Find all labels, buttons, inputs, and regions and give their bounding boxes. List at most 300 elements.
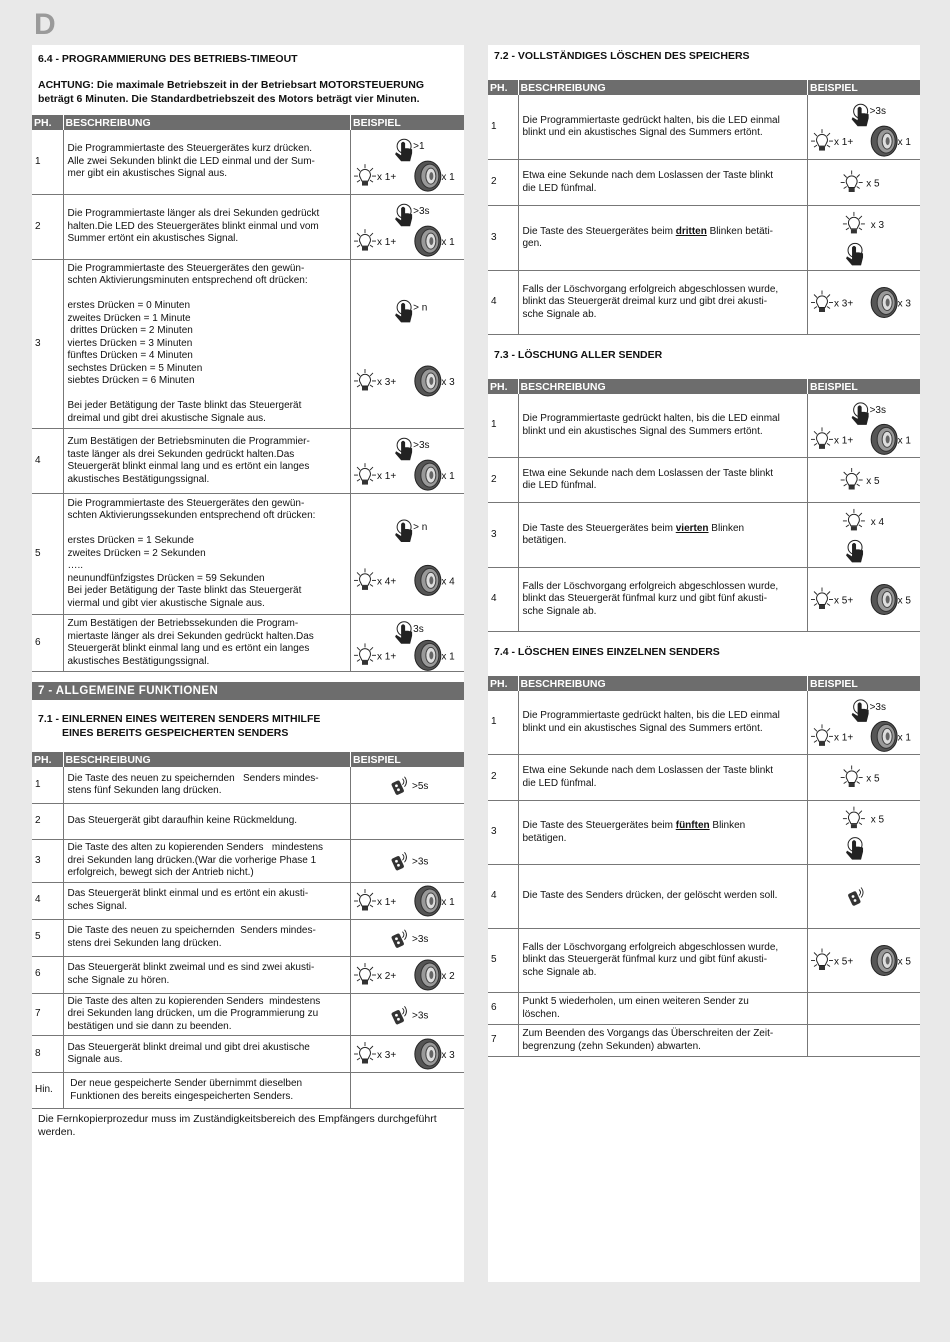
phase-example bbox=[808, 95, 921, 160]
description-line: ….. bbox=[67, 560, 84, 572]
phase-description bbox=[63, 956, 351, 993]
phase-number: 1 bbox=[488, 394, 518, 458]
description-line bbox=[523, 820, 806, 833]
remote-control-icon bbox=[391, 777, 407, 796]
header-ex: BEISPIEL bbox=[351, 115, 465, 130]
phase-number: Hin. bbox=[32, 1073, 63, 1109]
phase-description bbox=[518, 206, 808, 271]
press-label: > n bbox=[413, 302, 428, 314]
phase-example bbox=[351, 956, 465, 993]
led-bulb-icon bbox=[841, 171, 863, 193]
buzzer-icon bbox=[415, 640, 441, 670]
buzzer-icon bbox=[415, 161, 441, 191]
section-7-bar: 7 - ALLGEMEINE FUNKTIONEN bbox=[32, 682, 464, 700]
description-line: Falls der Löschvorgang erfolgreich abgeschlossen wurde, bbox=[522, 580, 779, 592]
phase-example bbox=[808, 271, 921, 335]
buzzer-icon bbox=[871, 585, 897, 615]
description-line: Das Steuergerät blinkt dreimal und gibt drei akustische bbox=[67, 1041, 310, 1053]
buzzer-count-label: x 1 bbox=[441, 172, 455, 184]
phase-example bbox=[351, 130, 465, 195]
phase-description bbox=[63, 1036, 351, 1073]
description-line: die LED fünfmal. bbox=[522, 777, 597, 789]
example-illustration bbox=[808, 568, 920, 631]
phase-description bbox=[63, 882, 351, 919]
table-7-1 bbox=[32, 752, 464, 1109]
description-line: erfolgreich, bewegt sich der Antrieb nicht.) bbox=[67, 867, 254, 878]
table-row bbox=[488, 503, 920, 568]
press-label: >3s bbox=[413, 206, 430, 218]
led-bulb-icon bbox=[354, 568, 376, 590]
header-desc: BESCHREIBUNG bbox=[518, 80, 808, 95]
description-line: Bei jeder Betätigung der Taste blinkt das Steuergerät bbox=[67, 585, 302, 597]
phase-number: 6 bbox=[32, 956, 63, 993]
description-line: Steuergerät blinkt einmal lang und es ertönt ein langes bbox=[67, 461, 310, 472]
description-line: mer gibt ein akustisches Signal aus. bbox=[67, 168, 228, 180]
led-bulb-icon bbox=[811, 724, 833, 746]
table-7-3 bbox=[488, 379, 920, 632]
table-row bbox=[488, 568, 920, 632]
description-line: Das Steuergerät blinkt einmal und es ertönt ein akusti- bbox=[67, 888, 309, 899]
led-bulb-icon bbox=[841, 766, 863, 788]
phase-example bbox=[808, 160, 921, 206]
example-illustration bbox=[808, 394, 920, 457]
buzzer-count-label: x 1 bbox=[441, 237, 455, 249]
led-count-label: x 1+ bbox=[834, 732, 854, 744]
phase-description bbox=[518, 929, 808, 993]
press-hand-icon bbox=[395, 300, 412, 322]
section-7-1-title-2: EINES BEREITS GESPEICHERTEN SENDERS bbox=[62, 727, 289, 739]
phase-number: 1 bbox=[488, 691, 518, 755]
description-line: blinkt das Steuergerät fünfmal kurz und gibt fünf akusti- bbox=[522, 954, 768, 966]
example-illustration bbox=[351, 842, 464, 879]
press-hand-icon bbox=[395, 139, 412, 161]
description-text: Die Taste des Steuergerätes beim bbox=[522, 820, 676, 831]
example-illustration bbox=[808, 929, 920, 992]
press-hand-icon bbox=[395, 622, 412, 644]
buzzer-icon bbox=[871, 424, 897, 454]
phase-number: 1 bbox=[32, 767, 63, 804]
led-count-label: x 1+ bbox=[377, 896, 397, 908]
table-6-4 bbox=[32, 115, 464, 672]
buzzer-count-label: x 1 bbox=[897, 732, 911, 744]
header-ph: PH. bbox=[488, 80, 518, 95]
press-hand-icon bbox=[395, 438, 412, 460]
phase-description bbox=[63, 429, 351, 494]
phase-number: 4 bbox=[488, 865, 518, 929]
description-line: stens drei Sekunden lang drücken. bbox=[67, 937, 222, 949]
press-hand-icon bbox=[852, 700, 869, 722]
table-row bbox=[488, 271, 920, 335]
buzzer-count-label: x 1 bbox=[897, 137, 911, 149]
phase-number: 3 bbox=[32, 840, 63, 883]
example-illustration bbox=[351, 494, 464, 614]
phase-description bbox=[518, 865, 808, 929]
phase-description bbox=[518, 755, 808, 801]
header-ph: PH. bbox=[32, 115, 63, 130]
description-line: akustisches Bestätigungssignal. bbox=[67, 655, 210, 667]
led-count-label: x 3+ bbox=[377, 1050, 397, 1061]
description-line: Zum Bestätigen der Betriebssekunden die Program- bbox=[67, 618, 299, 629]
table-row bbox=[488, 394, 920, 458]
phase-number: 8 bbox=[32, 1036, 63, 1073]
phase-example bbox=[351, 195, 465, 260]
table-row bbox=[32, 130, 464, 195]
phase-example bbox=[808, 394, 921, 458]
example-illustration bbox=[808, 691, 920, 754]
phase-number: 3 bbox=[32, 260, 63, 429]
led-count-label: x 4 bbox=[870, 516, 885, 528]
table-row bbox=[488, 458, 920, 503]
example-illustration bbox=[351, 920, 464, 956]
phase-description bbox=[518, 691, 808, 755]
description-line: dreimal und gibt drei akustische Signale aus. bbox=[67, 412, 266, 424]
description-line: Punkt 5 wiederholen, um einen weiteren Sender zu bbox=[522, 996, 749, 1007]
language-marker: D bbox=[34, 8, 56, 41]
phase-description bbox=[518, 160, 808, 206]
phase-number: 1 bbox=[488, 95, 518, 160]
description-line: löschen. bbox=[522, 1008, 560, 1020]
example-illustration bbox=[808, 503, 920, 567]
press-label: >1 bbox=[413, 141, 425, 153]
table-row bbox=[32, 993, 464, 1036]
example-illustration bbox=[351, 767, 464, 803]
buzzer-count-label: x 3 bbox=[441, 376, 455, 388]
led-count-label: x 5+ bbox=[834, 595, 854, 607]
description-text: Die Taste des Steuergerätes beim bbox=[522, 522, 676, 534]
buzzer-count-label: x 1 bbox=[441, 651, 455, 663]
led-count-label: x 5 bbox=[866, 476, 880, 487]
description-line: Falls der Löschvorgang erfolgreich abgeschlossen wurde, bbox=[522, 283, 779, 295]
buzzer-count-label: x 1 bbox=[441, 471, 455, 483]
phase-number: 2 bbox=[488, 755, 518, 801]
phase-number: 4 bbox=[488, 568, 518, 632]
phase-example bbox=[351, 494, 465, 615]
description-line: Signale aus. bbox=[67, 1054, 123, 1065]
description-line bbox=[68, 288, 349, 301]
left-column bbox=[32, 45, 464, 1282]
description-line: Etwa eine Sekunde nach dem Loslassen der Taste blinkt bbox=[522, 467, 774, 479]
led-bulb-icon bbox=[354, 1042, 376, 1064]
phase-description bbox=[63, 615, 351, 672]
description-line: blinkt und ein akustisches Signal des Summers ertönt. bbox=[522, 425, 763, 437]
description-line: zweites Drücken = 2 Sekunden bbox=[67, 547, 206, 559]
description-line bbox=[523, 523, 806, 536]
led-bulb-icon bbox=[811, 588, 833, 610]
phase-example bbox=[351, 840, 465, 883]
table-row bbox=[488, 95, 920, 160]
phase-example bbox=[808, 865, 921, 929]
phase-example bbox=[808, 206, 921, 271]
buzzer-count-label: x 1 bbox=[897, 435, 911, 447]
description-line: sche Signale zu hören. bbox=[67, 974, 170, 986]
table-row bbox=[488, 801, 920, 865]
description-line: schten Aktivierungsminuten entsprechend oft drücken: bbox=[67, 275, 308, 287]
example-illustration bbox=[351, 195, 464, 259]
phase-number: 6 bbox=[488, 993, 518, 1025]
press-hand-icon bbox=[852, 403, 869, 425]
description-line: Die Taste des alten zu kopierenden Senders mindestens bbox=[67, 842, 324, 853]
phase-description bbox=[63, 1073, 351, 1109]
description-line: drittes Drücken = 2 Minuten bbox=[67, 325, 193, 337]
example-illustration bbox=[351, 130, 464, 194]
right-column bbox=[488, 45, 920, 1282]
press-label: > n bbox=[413, 522, 428, 533]
buzzer-count-label: x 2 bbox=[441, 970, 455, 982]
phase-number: 2 bbox=[32, 804, 63, 840]
description-line: Falls der Löschvorgang erfolgreich abgeschlossen wurde, bbox=[522, 941, 779, 953]
led-count-label: x 1+ bbox=[377, 471, 397, 483]
phase-example bbox=[808, 458, 921, 503]
table-row bbox=[32, 494, 464, 615]
table-row bbox=[32, 429, 464, 494]
table-7-4 bbox=[488, 676, 920, 1057]
phase-example bbox=[351, 1073, 465, 1109]
buzzer-icon bbox=[415, 565, 441, 595]
description-line: stens fünf Sekunden lang drücken. bbox=[67, 785, 222, 796]
press-label: >3s bbox=[869, 701, 887, 713]
example-illustration bbox=[351, 996, 464, 1033]
description-line: viertes Drücken = 3 Minuten bbox=[67, 337, 193, 349]
buzzer-count-label: x 3 bbox=[897, 298, 911, 310]
table-row bbox=[32, 882, 464, 919]
table-row bbox=[32, 767, 464, 804]
description-text: Blinken bbox=[709, 820, 746, 831]
led-bulb-icon bbox=[354, 164, 376, 186]
table-row bbox=[32, 804, 464, 840]
phase-example bbox=[351, 767, 465, 804]
description-line: miertaste länger als drei Sekunden gedrückt halten.Das bbox=[67, 630, 314, 642]
description-line: blinkt und ein akustisches Signal des Summers ertönt. bbox=[522, 127, 763, 138]
description-line: begrenzung (zehn Sekunden) abwarten. bbox=[522, 1040, 701, 1052]
description-line: blinkt und ein akustisches Signal des Summers ertönt. bbox=[522, 722, 763, 734]
description-line: sche Signale ab. bbox=[522, 308, 597, 320]
press-hand-icon bbox=[846, 838, 863, 860]
led-count-label: x 5 bbox=[866, 178, 880, 190]
description-line: zweites Drücken = 1 Minute bbox=[67, 312, 191, 324]
section-6-4-title: 6.4 - PROGRAMMIERUNG DES BETRIEBS-TIMEOUT bbox=[38, 53, 298, 65]
description-line: Die Taste des alten zu kopierenden Senders mindestens bbox=[67, 995, 321, 1007]
section-7-1-title-1: 7.1 - EINLERNEN EINES WEITEREN SENDERS MITHILFE bbox=[38, 713, 321, 725]
phase-description bbox=[518, 568, 808, 632]
warning-line-1: ACHTUNG: Die maximale Betriebszeit in der Betriebsart MOTORSTEUERUNG bbox=[38, 79, 425, 91]
phase-example bbox=[808, 801, 921, 865]
phase-description bbox=[63, 195, 351, 260]
description-line bbox=[68, 388, 349, 401]
buzzer-count-label: x 1 bbox=[441, 896, 455, 908]
led-bulb-icon bbox=[843, 807, 865, 829]
description-line: blinkt das Steuergerät fünfmal kurz und gibt fünf akusti- bbox=[522, 593, 768, 605]
description-line: Die Programmiertaste des Steuergerätes den gewün- bbox=[67, 497, 305, 509]
phase-example bbox=[351, 1036, 465, 1073]
phase-number: 4 bbox=[32, 882, 63, 919]
led-count-label: x 4+ bbox=[377, 576, 397, 588]
example-illustration bbox=[808, 160, 920, 205]
led-count-label: x 1+ bbox=[377, 651, 397, 663]
example-illustration bbox=[808, 865, 920, 928]
table-row bbox=[488, 160, 920, 206]
phase-number: 2 bbox=[488, 458, 518, 503]
header-desc: BESCHREIBUNG bbox=[63, 752, 351, 767]
led-bulb-icon bbox=[354, 643, 376, 665]
buzzer-icon bbox=[871, 126, 897, 156]
led-bulb-icon bbox=[811, 129, 833, 151]
led-bulb-icon bbox=[354, 229, 376, 251]
description-line: Funktionen des bereits eingespeicherten Senders. bbox=[67, 1090, 294, 1102]
led-bulb-icon bbox=[811, 427, 833, 449]
description-line: betätigen. bbox=[522, 535, 567, 546]
phase-number: 6 bbox=[32, 615, 63, 672]
table-row bbox=[32, 956, 464, 993]
phase-number: 7 bbox=[488, 1025, 518, 1057]
example-illustration bbox=[808, 458, 920, 502]
buzzer-icon bbox=[415, 1039, 441, 1069]
table-row bbox=[488, 755, 920, 801]
example-illustration bbox=[351, 260, 464, 428]
description-line: Etwa eine Sekunde nach dem Loslassen der Taste blinkt bbox=[522, 170, 774, 181]
phase-description bbox=[63, 130, 351, 195]
led-count-label: x 5 bbox=[870, 814, 885, 826]
description-line: sche Signale ab. bbox=[522, 966, 597, 978]
phase-number: 3 bbox=[488, 801, 518, 865]
led-count-label: x 1+ bbox=[377, 172, 397, 184]
phase-example bbox=[808, 929, 921, 993]
led-bulb-icon bbox=[354, 963, 376, 985]
led-count-label: x 5 bbox=[866, 773, 880, 785]
led-count-label: x 1+ bbox=[834, 435, 854, 447]
led-count-label: x 3+ bbox=[377, 376, 397, 388]
description-line: Alle zwei Sekunden blinkt die LED einmal und der Sum- bbox=[67, 155, 315, 167]
table-row bbox=[32, 840, 464, 883]
led-bulb-icon bbox=[354, 889, 376, 911]
phase-example bbox=[351, 615, 465, 672]
table-row bbox=[488, 993, 920, 1025]
description-line: die LED fünfmal. bbox=[522, 480, 597, 491]
press-hand-icon bbox=[395, 204, 412, 226]
buzzer-count-label: x 5 bbox=[897, 956, 911, 968]
table-row bbox=[488, 865, 920, 929]
buzzer-icon bbox=[415, 960, 441, 990]
description-line: Etwa eine Sekunde nach dem Loslassen der Taste blinkt bbox=[522, 765, 774, 776]
buzzer-icon bbox=[415, 460, 441, 490]
phase-number: 3 bbox=[488, 503, 518, 568]
phase-description bbox=[518, 271, 808, 335]
header-ex: BEISPIEL bbox=[808, 676, 921, 691]
remote-control-icon bbox=[391, 929, 407, 948]
press-label: >3s bbox=[869, 106, 887, 118]
buzzer-count-label: x 4 bbox=[441, 576, 455, 588]
led-count-label: x 2+ bbox=[377, 970, 397, 982]
description-line bbox=[523, 226, 806, 239]
phase-description bbox=[63, 494, 351, 615]
description-line: betätigen. bbox=[522, 832, 567, 844]
description-line: gen. bbox=[522, 238, 542, 249]
phase-example bbox=[808, 503, 921, 568]
remote-control-icon bbox=[847, 888, 863, 907]
emphasis-word: vierten bbox=[675, 522, 709, 534]
description-line: sches Signal. bbox=[67, 900, 127, 912]
description-line: Summer ertönt ein akustisches Signal. bbox=[67, 233, 239, 245]
emphasis-word: dritten bbox=[675, 225, 707, 237]
phase-description bbox=[518, 394, 808, 458]
phase-description bbox=[63, 919, 351, 956]
phase-example bbox=[351, 804, 465, 840]
phase-example bbox=[808, 1025, 921, 1057]
buzzer-icon bbox=[415, 226, 441, 256]
description-text: Blinken bbox=[708, 522, 745, 534]
description-line: Die Taste des neuen zu speichernden Senders mindes- bbox=[67, 772, 319, 784]
table-row bbox=[32, 260, 464, 429]
phase-description bbox=[518, 801, 808, 865]
table-row bbox=[488, 929, 920, 993]
header-desc: BESCHREIBUNG bbox=[63, 115, 351, 130]
description-line: Die Programmiertaste länger als drei Sekunden gedrückt bbox=[67, 208, 320, 220]
press-label: >3s bbox=[413, 440, 430, 452]
phase-example bbox=[351, 260, 465, 429]
description-line bbox=[68, 523, 349, 536]
buzzer-icon bbox=[415, 886, 441, 916]
buzzer-icon bbox=[871, 721, 897, 751]
description-line: Die Programmiertaste des Steuergerätes kurz drücken. bbox=[67, 143, 313, 155]
description-line: erstes Drücken = 0 Minuten bbox=[67, 300, 191, 312]
description-line: bestätigen und sie dann zu beenden. bbox=[67, 1020, 232, 1032]
description-line: erstes Drücken = 1 Sekunde bbox=[67, 535, 194, 547]
phase-number: 2 bbox=[488, 160, 518, 206]
table-row bbox=[488, 206, 920, 271]
phase-example bbox=[351, 919, 465, 956]
led-bulb-icon bbox=[843, 212, 865, 234]
phase-example bbox=[351, 993, 465, 1036]
description-line: akustisches Bestätigungssignal. bbox=[67, 473, 210, 485]
led-count-label: x 3+ bbox=[834, 298, 854, 310]
description-line: Bei jeder Betätigung der Taste blinkt das Steuergerät bbox=[67, 400, 302, 412]
description-line: die LED fünfmal. bbox=[522, 182, 597, 194]
header-ph: PH. bbox=[488, 379, 518, 394]
phase-description bbox=[63, 993, 351, 1036]
buzzer-count-label: x 5 bbox=[897, 595, 911, 607]
press-hand-icon bbox=[852, 104, 869, 126]
phase-example bbox=[808, 993, 921, 1025]
header-ex: BEISPIEL bbox=[808, 80, 921, 95]
led-count-label: x 1+ bbox=[377, 237, 397, 249]
led-bulb-icon bbox=[354, 369, 376, 391]
description-line: viermal und gibt vier akustische Signale aus. bbox=[67, 597, 265, 609]
remote-time-label: >3s bbox=[412, 1010, 429, 1022]
description-line: blinkt das Steuergerät dreimal kurz und gibt drei akusti- bbox=[522, 296, 768, 308]
description-line: fünftes Drücken = 4 Minuten bbox=[67, 350, 193, 362]
led-bulb-icon bbox=[811, 949, 833, 971]
press-hand-icon bbox=[846, 243, 863, 265]
example-illustration bbox=[351, 615, 464, 671]
phase-description bbox=[63, 840, 351, 883]
description-text: Blinken betäti- bbox=[706, 225, 773, 237]
remote-control-icon bbox=[391, 1006, 407, 1025]
description-line: Das Steuergerät gibt daraufhin keine Rückmeldung. bbox=[67, 815, 298, 827]
led-bulb-icon bbox=[354, 463, 376, 485]
description-line: taste länger als drei Sekunden gedrückt halten.Das bbox=[67, 448, 295, 460]
phase-example bbox=[351, 429, 465, 494]
section-7-4-title: 7.4 - LÖSCHEN EINES EINZELNEN SENDERS bbox=[494, 646, 720, 658]
phase-number: 7 bbox=[32, 993, 63, 1036]
description-line: Die Programmiertaste gedrückt halten, bis die LED einmal bbox=[522, 114, 780, 126]
phase-example bbox=[808, 691, 921, 755]
buzzer-icon bbox=[415, 366, 441, 396]
phase-number: 5 bbox=[32, 919, 63, 956]
phase-number: 4 bbox=[32, 429, 63, 494]
table-7-2 bbox=[488, 80, 920, 335]
header-ex: BEISPIEL bbox=[808, 379, 921, 394]
remote-time-label: >3s bbox=[412, 933, 429, 945]
table-row bbox=[488, 691, 920, 755]
